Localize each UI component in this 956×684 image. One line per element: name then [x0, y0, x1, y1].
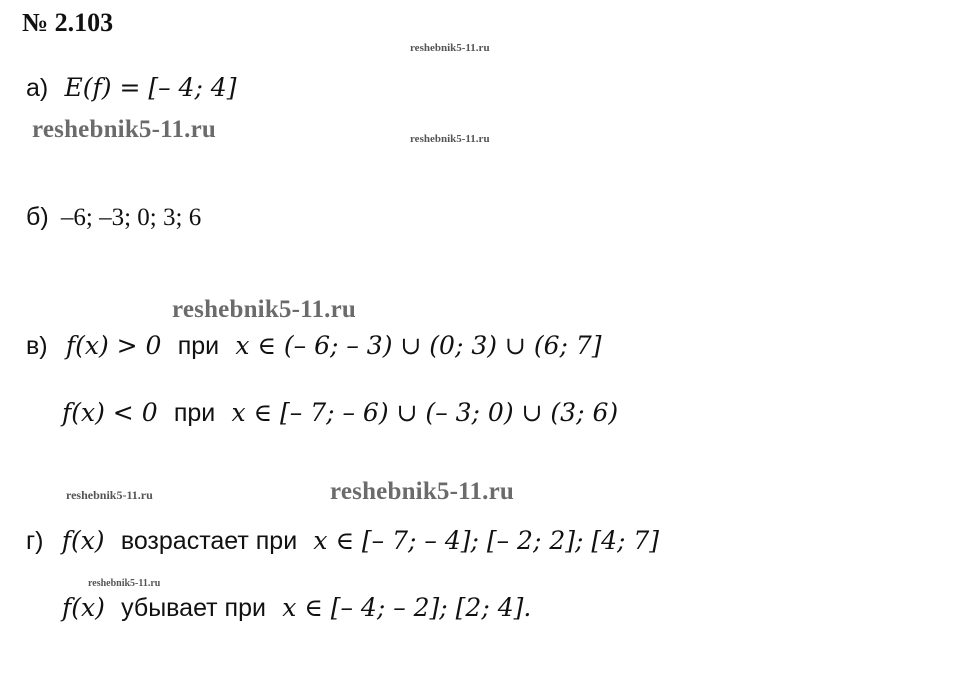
part-b [26, 203, 201, 232]
part-g-f1: f(x) [61, 526, 105, 555]
part-g-line2 [62, 593, 531, 623]
part-v-word1: при [177, 332, 220, 360]
part-g-line1 [26, 526, 659, 556]
part-v-set2: x ∈ [– 7; – 6) ∪ (– 3; 0) ∪ (3; 6) [231, 398, 619, 427]
part-v-f1: f(x) > 0 [65, 331, 162, 360]
part-g-word2: убывает при [121, 594, 266, 622]
part-v-line1 [26, 331, 602, 361]
part-v-label: в) [26, 332, 48, 360]
part-a-expr: E(f) = [– 4; 4] [64, 73, 237, 102]
watermark-big-a: reshebnik5-11.ru [32, 116, 217, 143]
watermark-top: reshebnik5-11.ru [410, 42, 490, 54]
part-v-set1: x ∈ (– 6; – 3) ∪ (0; 3) ∪ (6; 7] [235, 331, 602, 360]
part-g-set2: x ∈ [– 4; – 2]; [2; 4]. [282, 593, 532, 622]
part-g-label: г) [26, 527, 44, 555]
watermark-mid: reshebnik5-11.ru [410, 133, 490, 145]
part-b-expr: –6; –3; 0; 3; 6 [60, 204, 202, 231]
part-g-word1: возрастает при [120, 527, 298, 555]
part-v-f2: f(x) < 0 [62, 398, 158, 427]
part-b-label: б) [26, 203, 49, 231]
part-v-line2 [62, 398, 618, 428]
problem-title: № 2.103 [22, 8, 114, 37]
part-g-set1: x ∈ [– 7; – 4]; [– 2; 2]; [4; 7] [313, 526, 660, 555]
watermark-big-v: reshebnik5-11.ru [172, 296, 357, 323]
watermark-tiny-g: reshebnik5-11.ru [88, 578, 161, 589]
watermark-left-g: reshebnik5-11.ru [66, 488, 153, 502]
part-a [26, 73, 236, 103]
part-v-word2: при [173, 399, 216, 427]
part-g-f2: f(x) [62, 593, 105, 622]
part-a-label: а) [26, 74, 49, 102]
watermark-big-g: reshebnik5-11.ru [330, 478, 515, 505]
